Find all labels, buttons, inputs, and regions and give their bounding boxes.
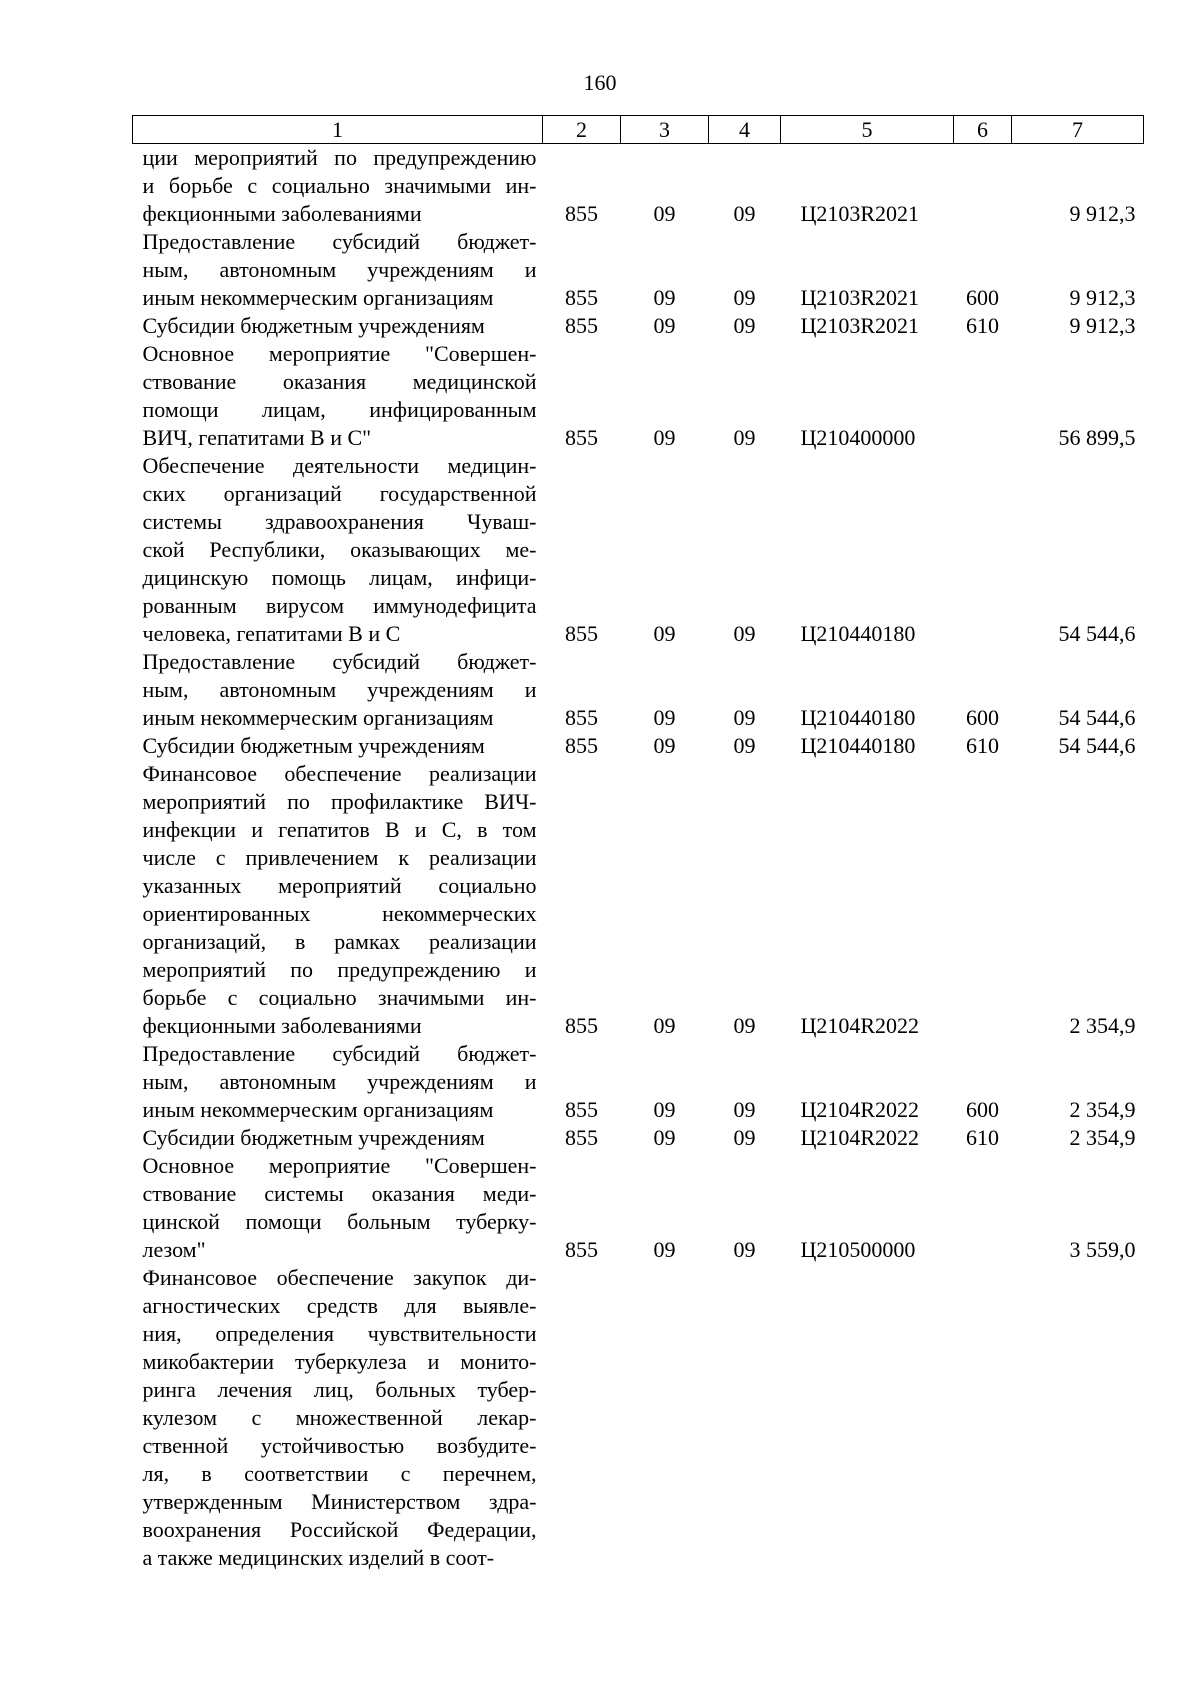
row-name-line: мероприятий по предупреждению и: [142, 957, 537, 982]
column-header-1: 1: [133, 116, 543, 144]
cell-expense-type: [954, 144, 1012, 229]
cell-subsection-code: [709, 1264, 781, 1572]
table-row: [133, 648, 1144, 732]
cell-amount: 9 912,3: [1069, 285, 1136, 310]
row-name-line: и борьбе с социально значимыми ин-: [142, 173, 537, 198]
cell-subsection-code: 09: [733, 285, 756, 310]
cell-section-code: [621, 1264, 709, 1572]
cell-section-code: 09: [653, 705, 676, 730]
row-name-line: борьбе с социально значимыми ин-: [142, 985, 537, 1010]
row-name-line: ным, автономным учреждениям и: [142, 257, 537, 282]
cell-target-article: Ц2103R2021: [800, 201, 920, 226]
cell-section-code: 09: [653, 733, 676, 758]
cell-expense-type: 610: [966, 733, 999, 758]
row-name-line: Финансовое обеспечение закупок ди-: [142, 1265, 537, 1290]
cell-target-article: Ц210440180: [800, 733, 916, 758]
cell-subsection-code: 09: [733, 313, 756, 338]
cell-subsection-code: 09: [733, 621, 756, 646]
table-row: [133, 452, 1144, 648]
row-name-line: Субсидии бюджетным учреждениям: [142, 1125, 485, 1150]
row-name-line: ля, в соответствии с перечнем,: [142, 1461, 537, 1486]
row-name-line: фекционными заболеваниями: [142, 1013, 422, 1038]
row-name-line: кулезом с множественной лекар-: [142, 1405, 537, 1430]
row-name-line: воохранения Российской Федерации,: [142, 1517, 537, 1542]
row-name-line: цинской помощи больным туберку-: [142, 1209, 537, 1234]
row-name-line: лезом": [142, 1237, 206, 1262]
cell-expense-type: [954, 760, 1012, 1040]
row-name: [133, 144, 543, 229]
row-name-line: системы здравоохранения Чуваш-: [142, 509, 537, 534]
cell-expense-type: 600: [966, 705, 999, 730]
table-row: [133, 144, 1144, 229]
row-name-line: инфекции и гепатитов В и С, в том: [142, 817, 537, 842]
cell-target-article: Ц210400000: [800, 425, 916, 450]
row-name-line: Обеспечение деятельности медицин-: [142, 453, 537, 478]
cell-amount: 54 544,6: [1058, 733, 1136, 758]
row-name: [133, 732, 543, 760]
cell-ministry-code: 855: [565, 313, 598, 338]
cell-subsection-code: 09: [733, 1097, 756, 1122]
cell-ministry-code: 855: [565, 1013, 598, 1038]
row-name-line: Основное мероприятие "Совершен-: [142, 341, 537, 366]
cell-ministry-code: 855: [565, 1097, 598, 1122]
cell-section-code: 09: [653, 313, 676, 338]
column-header-5: 5: [781, 116, 954, 144]
table-header: [133, 116, 1144, 144]
cell-target-article: [781, 1264, 954, 1572]
row-name: [133, 340, 543, 452]
cell-section-code: 09: [653, 1013, 676, 1038]
row-name-line: агностических средств для выявле-: [142, 1293, 537, 1318]
cell-ministry-code: 855: [565, 201, 598, 226]
row-name-line: рованным вирусом иммунодефицита: [142, 593, 537, 618]
cell-subsection-code: 09: [733, 1237, 756, 1262]
row-name-line: ции мероприятий по предупреждению: [142, 145, 537, 170]
row-name-line: утвержденным Министерством здра-: [142, 1489, 537, 1514]
table-row: [133, 340, 1144, 452]
cell-amount: 2 354,9: [1069, 1125, 1136, 1150]
cell-ministry-code: 855: [565, 425, 598, 450]
cell-expense-type: [954, 1152, 1012, 1264]
cell-amount: 54 544,6: [1058, 621, 1136, 646]
cell-section-code: 09: [653, 285, 676, 310]
row-name-line: ным, автономным учреждениям и: [142, 1069, 537, 1094]
cell-ministry-code: 855: [565, 733, 598, 758]
cell-target-article: Ц2104R2022: [800, 1097, 920, 1122]
table-row: [133, 1124, 1144, 1152]
table-row: [133, 732, 1144, 760]
header-row: [133, 116, 1144, 144]
row-name-line: а также медицинских изделий в соот-: [142, 1545, 495, 1570]
row-name: [133, 452, 543, 648]
row-name-line: иным некоммерческим организациям: [142, 1097, 494, 1122]
cell-section-code: 09: [653, 1125, 676, 1150]
cell-section-code: 09: [653, 1237, 676, 1262]
row-name: [133, 1124, 543, 1152]
cell-target-article: Ц210440180: [800, 705, 916, 730]
cell-target-article: Ц210440180: [800, 621, 916, 646]
cell-ministry-code: 855: [565, 1125, 598, 1150]
row-name-line: ния, определения чувствительности: [142, 1321, 537, 1346]
row-name-line: Субсидии бюджетным учреждениям: [142, 733, 485, 758]
cell-target-article: Ц2104R2022: [800, 1125, 920, 1150]
cell-amount: 54 544,6: [1058, 705, 1136, 730]
table-row: [133, 228, 1144, 312]
cell-section-code: 09: [653, 425, 676, 450]
column-header-4: 4: [709, 116, 781, 144]
row-name-line: микобактерии туберкулеза и монито-: [142, 1349, 537, 1374]
row-name-line: Предоставление субсидий бюджет-: [142, 1041, 537, 1066]
cell-amount: 2 354,9: [1069, 1097, 1136, 1122]
row-name: [133, 312, 543, 340]
row-name-line: ориентированных некоммерческих: [142, 901, 537, 926]
row-name-line: ской Республики, оказывающих ме-: [142, 537, 537, 562]
row-name: [133, 1040, 543, 1124]
column-header-7: 7: [1012, 116, 1144, 144]
row-name: [133, 648, 543, 732]
row-name-line: ствование системы оказания меди-: [142, 1181, 537, 1206]
cell-ministry-code: 855: [565, 1237, 598, 1262]
cell-subsection-code: 09: [733, 425, 756, 450]
row-name-line: иным некоммерческим организациям: [142, 285, 494, 310]
cell-expense-type: [954, 340, 1012, 452]
row-name-line: помощи лицам, инфицированным: [142, 397, 537, 422]
cell-ministry-code: 855: [565, 705, 598, 730]
cell-section-code: 09: [653, 1097, 676, 1122]
cell-ministry-code: [543, 1264, 621, 1572]
cell-section-code: 09: [653, 201, 676, 226]
row-name-line: ских организаций государственной: [142, 481, 537, 506]
row-name-line: указанных мероприятий социально: [142, 873, 537, 898]
cell-amount: 9 912,3: [1069, 313, 1136, 338]
cell-subsection-code: 09: [733, 201, 756, 226]
cell-target-article: Ц2103R2021: [800, 313, 920, 338]
cell-ministry-code: 855: [565, 285, 598, 310]
cell-expense-type: 600: [966, 285, 999, 310]
row-name-line: ринга лечения лиц, больных тубер-: [142, 1377, 537, 1402]
table-row: [133, 1264, 1144, 1572]
row-name-line: Основное мероприятие "Совершен-: [142, 1153, 537, 1178]
column-header-3: 3: [621, 116, 709, 144]
row-name-line: Субсидии бюджетным учреждениям: [142, 313, 485, 338]
cell-expense-type: 610: [966, 313, 999, 338]
row-name-line: ствование оказания медицинской: [142, 369, 537, 394]
cell-amount: [1012, 1264, 1144, 1572]
cell-amount: 56 899,5: [1058, 425, 1136, 450]
row-name-line: дицинскую помощь лицам, инфици-: [142, 565, 537, 590]
cell-section-code: 09: [653, 621, 676, 646]
cell-ministry-code: 855: [565, 621, 598, 646]
cell-expense-type: [954, 1264, 1012, 1572]
cell-expense-type: 610: [966, 1125, 999, 1150]
row-name: [133, 760, 543, 1040]
row-name-line: ным, автономным учреждениям и: [142, 677, 537, 702]
row-name-line: иным некоммерческим организациям: [142, 705, 494, 730]
cell-amount: 2 354,9: [1069, 1013, 1136, 1038]
cell-target-article: Ц2104R2022: [800, 1013, 920, 1038]
cell-target-article: Ц2103R2021: [800, 285, 920, 310]
table-row: [133, 1040, 1144, 1124]
cell-expense-type: 600: [966, 1097, 999, 1122]
row-name: [133, 228, 543, 312]
column-header-2: 2: [543, 116, 621, 144]
row-name-line: числе с привлечением к реализации: [142, 845, 537, 870]
cell-amount: 9 912,3: [1069, 201, 1136, 226]
table-row: [133, 1152, 1144, 1264]
table-row: [133, 312, 1144, 340]
row-name-line: мероприятий по профилактике ВИЧ-: [142, 789, 537, 814]
row-name: [133, 1264, 543, 1572]
cell-subsection-code: 09: [733, 733, 756, 758]
row-name-line: ственной устойчивостью возбудите-: [142, 1433, 537, 1458]
row-name-line: организаций, в рамках реализации: [142, 929, 537, 954]
table-row: [133, 760, 1144, 1040]
cell-target-article: Ц210500000: [800, 1237, 916, 1262]
budget-table: [132, 115, 1144, 1572]
table-body: [133, 144, 1144, 1573]
cell-subsection-code: 09: [733, 705, 756, 730]
row-name-line: фекционными заболеваниями: [142, 201, 422, 226]
cell-subsection-code: 09: [733, 1125, 756, 1150]
row-name-line: Предоставление субсидий бюджет-: [142, 229, 537, 254]
row-name-line: Предоставление субсидий бюджет-: [142, 649, 537, 674]
column-header-6: 6: [954, 116, 1012, 144]
row-name-line: ВИЧ, гепатитами В и С": [142, 425, 372, 450]
cell-subsection-code: 09: [733, 1013, 756, 1038]
cell-amount: 3 559,0: [1069, 1237, 1136, 1262]
cell-expense-type: [954, 452, 1012, 648]
page-number: 160: [583, 70, 617, 95]
row-name: [133, 1152, 543, 1264]
row-name-line: Финансовое обеспечение реализации: [142, 761, 537, 786]
row-name-line: человека, гепатитами В и С: [142, 621, 401, 646]
